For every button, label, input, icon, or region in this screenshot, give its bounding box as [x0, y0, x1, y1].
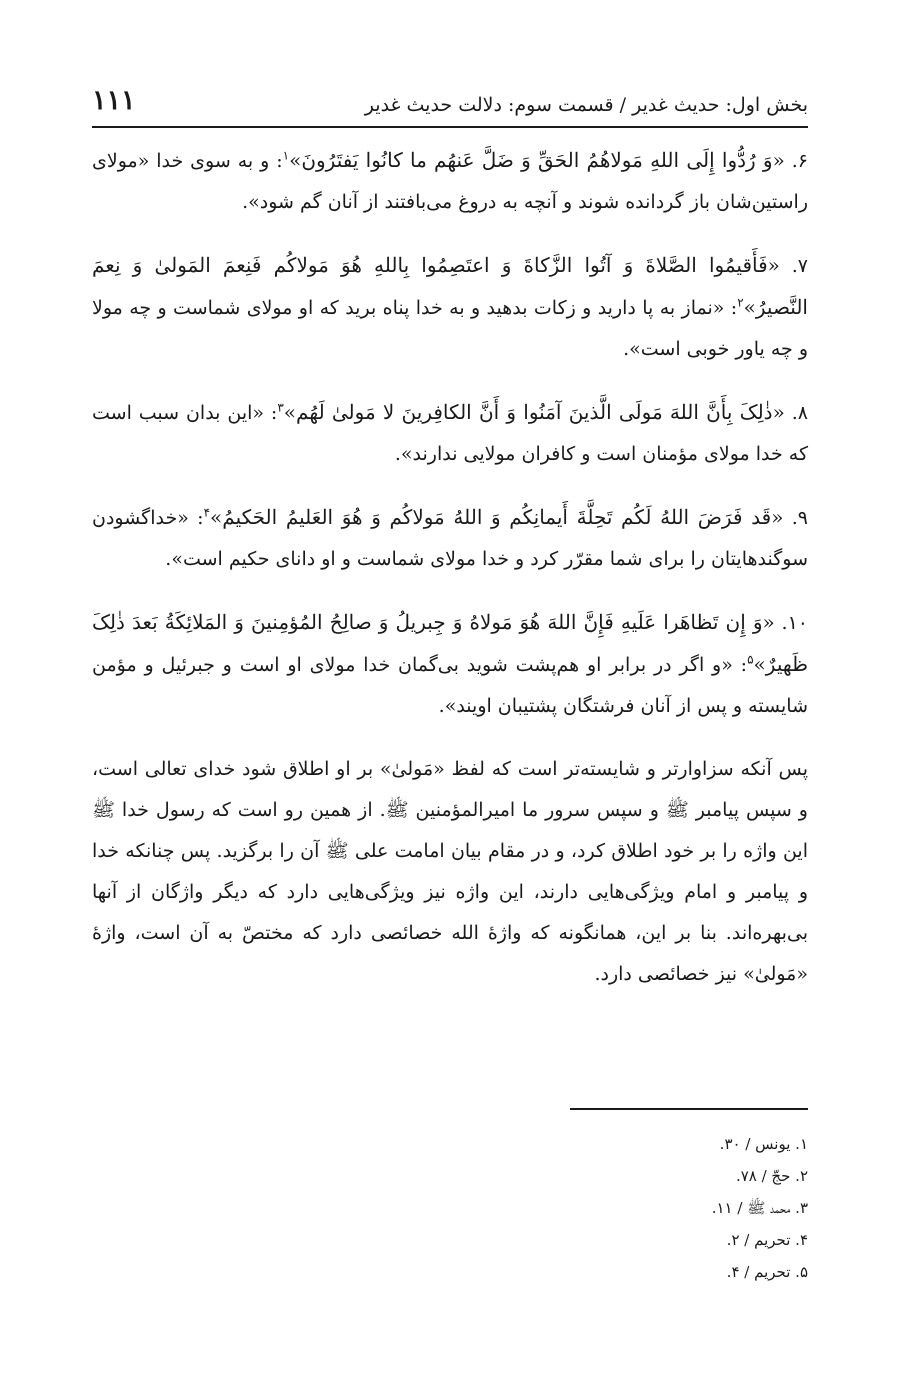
page-number: ۱۱۱	[92, 85, 136, 116]
verse-paragraph-7	[92, 245, 808, 370]
footnote-ref: ۴	[203, 505, 211, 520]
footnote-3: ۳. محمد ﷺ / ۱۱.	[711, 1199, 808, 1217]
translation: : و به سوی خدا «مولای راستین‌شان باز گردانده شوند و آنچه به دروغ می‌بافتند از آنان گم شود».	[92, 150, 808, 213]
footnote-ref: ۲	[737, 295, 744, 310]
verse-paragraph-8	[92, 392, 808, 475]
quran-verse: «فَأَقیمُوا الصَّلاةَ وَ آتُوا الزَّکاةَ وَ اعتَصِمُوا بِاللهِ هُوَ مَولاکُم فَنِعمَ المَولیٰ وَ نِعمَ النَّصیرُ»	[92, 253, 808, 319]
conclusion-paragraph	[92, 749, 808, 995]
translation: : «این بدان سبب است که خدا مولای مؤمنان است و کافران مولایی ندارند».	[92, 402, 808, 465]
translation: : «خداگشودن سوگندهایتان را برای شما مقرّر کرد و خدا مولای شماست و او دانای حکیم است».	[92, 507, 808, 570]
footnotes-list	[408, 1128, 808, 1288]
footnote-4: ۴. تحریم / ۲.	[726, 1231, 808, 1249]
verse-paragraph-10	[92, 602, 808, 727]
footnote-ref: ۵	[747, 652, 754, 667]
footnote-1: ۱. یونس / ۳۰.	[719, 1135, 808, 1153]
main-text	[92, 140, 808, 1017]
verse-paragraph-6	[92, 140, 808, 223]
item-number: ۶.	[784, 150, 808, 172]
item-number: ۹.	[783, 507, 808, 529]
item-number: ۷.	[779, 255, 808, 277]
verse-paragraph-9	[92, 497, 808, 580]
footnote-ref: ۱	[282, 148, 290, 163]
header-title: بخش اول: حدیث غدیر / قسمت سوم: دلالت حدیث غدیر	[364, 94, 808, 116]
running-header	[92, 70, 808, 128]
conclusion-text: پس آنکه سزاوارتر و شایسته‌تر است که لفظ «مَولیٰ» بر او اطلاق شود خدای تعالی است، و سپس پیامبر ﷺ و سپس سرور ما امیرالمؤمنین ﷺ. از همین رو است که رسول خدا ﷺ این واژه را بر خود اطلاق کرد، و در مقام بیان امامت علی ﷺ آن را برگزید. پس چنانکه خدا و پیامبر و امام ویژگی‌هایی دارند، این واژه نیز ویژگی‌هایی دارد که دیگر واژگان از آنها بی‌بهره‌اند. بنا بر این، همانگونه که واژهٔ الله خصائصی دارد که مختصّ به آن است، واژهٔ «مَولیٰ» نیز خصائصی دارد.	[92, 758, 808, 985]
quran-verse: «ذٰلِکَ بِأَنَّ اللهَ مَولَی الَّذینَ آمَنُوا وَ أَنَّ الکافِرینَ لا مَولیٰ لَهُم»	[283, 400, 785, 424]
quran-verse: «وَ رُدُّوا إِلَی اللهِ مَولاهُمُ الحَقِّ وَ ضَلَّ عَنهُم ما کانُوا یَفتَرُونَ»	[289, 148, 785, 172]
quran-verse: «وَ إِن تَظاهَرا عَلَیهِ فَإِنَّ اللهَ هُوَ مَولاهُ وَ جِبریلُ وَ صالِحُ المُؤمِنینَ وَ المَلائِکَةُ بَعدَ ذٰلِکَ ظَهیرٌ»	[92, 610, 808, 676]
footnote-2: ۲. حجّ / ۷۸.	[735, 1167, 808, 1185]
footnote-ref: ۳	[277, 400, 284, 415]
item-number: ۱۰.	[774, 612, 808, 634]
item-number: ۸.	[784, 402, 808, 424]
footnote-divider	[570, 1108, 808, 1110]
quran-verse: «قَد فَرَضَ اللهُ لَکُم تَحِلَّةَ أَیمانِکُم وَ اللهُ مَولاکُم وَ هُوَ العَلیمُ الحَکیمُ»	[210, 505, 784, 529]
footnote-5: ۵. تحریم / ۴.	[726, 1263, 808, 1281]
translation: : «و اگر در برابر او هم‌پشت شوید بی‌گمان خدا مولای او است و جبرئیل و مؤمن شایسته و پس از آنان فرشتگان پشتیبان اویند».	[92, 654, 808, 717]
translation: : «نماز به پا دارید و زکات بدهید و به خدا پناه برید که او مولای شماست و چه مولا و چه یاور خوبی است».	[92, 297, 808, 360]
